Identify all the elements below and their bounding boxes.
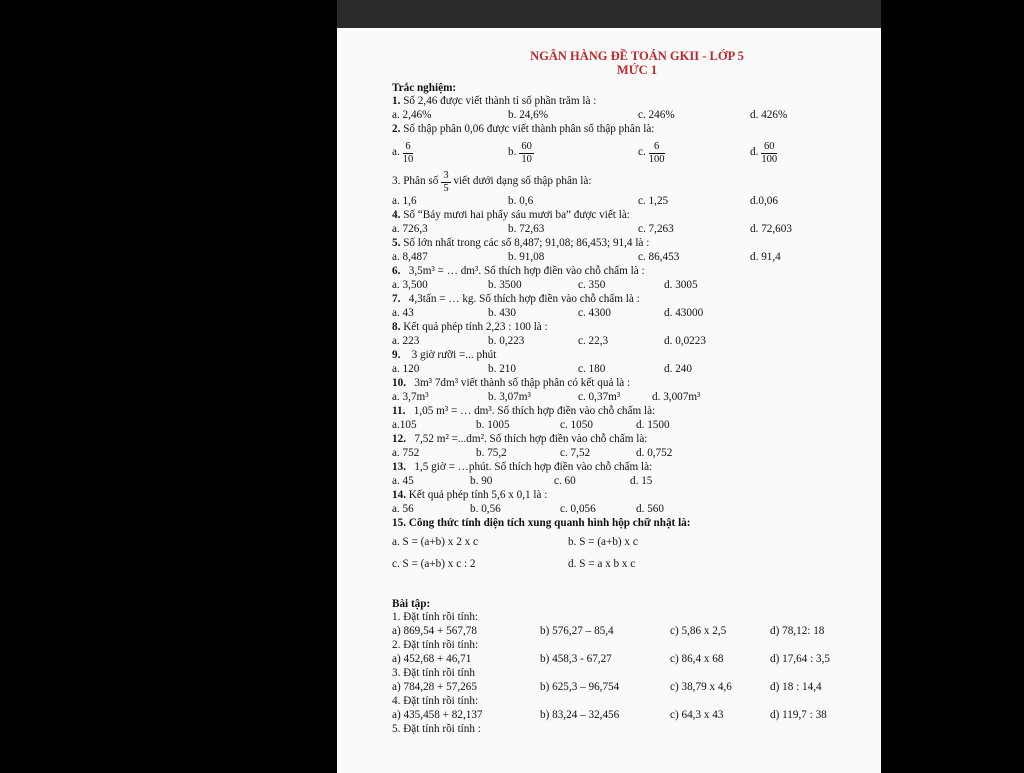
question-text: Số “Bảy mươi hai phẩy sáu mươi ba” được viết là:	[403, 209, 630, 221]
option-d: d. S = a x b x c	[568, 558, 636, 571]
option-c: c. 60	[554, 475, 576, 487]
option-c: c. 7,52	[560, 447, 591, 459]
exercise-3-heading: 3. Đặt tính rồi tính	[392, 667, 475, 679]
option-d: d. 3,007m³	[652, 391, 701, 403]
exercise-item-a: a) 869,54 + 567,78	[392, 625, 477, 637]
exercise-4-heading: 4. Đặt tính rồi tính:	[392, 695, 479, 707]
option-b	[508, 141, 638, 164]
question-number: 9.	[392, 349, 401, 361]
exercise-4-items	[392, 710, 862, 724]
exercise-1-heading: 1. Đặt tính rồi tính:	[392, 611, 479, 623]
numerator: 3	[443, 170, 449, 182]
question-1	[392, 96, 862, 110]
question-12	[392, 434, 862, 448]
option-b: b. 75,2	[476, 447, 507, 459]
denominator: 100	[648, 153, 665, 165]
option-c	[638, 141, 750, 164]
option-c: c. S = (a+b) x c : 2	[392, 558, 476, 571]
option-a: a. 56	[392, 503, 414, 515]
exercise-item-a: a) 435,458 + 82,137	[392, 709, 483, 721]
option-d: d.0,06	[750, 195, 778, 207]
option-d: d. 3005	[664, 279, 698, 291]
option-a: a. 43	[392, 307, 414, 319]
question-number: 13.	[392, 461, 406, 473]
question-15	[392, 518, 862, 532]
option-d: d. 560	[636, 503, 664, 515]
exercise-item-b: b) 458,3 - 67,27	[540, 653, 612, 665]
option-d: d. 426%	[750, 109, 788, 121]
option-c: c. 4300	[578, 307, 611, 319]
option-d: d. 1500	[636, 419, 670, 431]
fraction	[519, 141, 534, 164]
question-number: 10.	[392, 377, 406, 389]
option-c: c. 350	[578, 279, 606, 291]
option-b: b. 430	[488, 307, 516, 319]
exercise-2-heading: 2. Đặt tính rồi tính:	[392, 639, 479, 651]
title-line-1: NGÂN HÀNG ĐỀ TOÁN GKII - LỚP 5	[530, 49, 744, 63]
question-2-options	[392, 138, 862, 168]
option-d: d. 72,603	[750, 223, 792, 235]
question-number: 14.	[392, 489, 406, 501]
question-5	[392, 238, 862, 252]
exercise-item-b: b) 625,3 – 96,754	[540, 681, 620, 693]
option-b: b. 3,07m³	[488, 391, 531, 403]
question-8-options	[392, 336, 862, 350]
option-a: a. 726,3	[392, 223, 428, 235]
option-d: d. 0,752	[636, 447, 673, 459]
question-4-options	[392, 224, 862, 238]
fraction	[403, 141, 414, 164]
exercise-item-d: d) 18 : 14,4	[770, 681, 822, 693]
document-body	[392, 50, 862, 738]
question-text: Kết quả phép tính 2,23 : 100 là :	[403, 321, 548, 333]
denominator: 5	[443, 182, 449, 194]
option-letter: a.	[392, 146, 400, 159]
question-2	[392, 124, 862, 138]
question-number: 11.	[392, 405, 406, 417]
section-heading-exercises: Bài tập:	[392, 598, 431, 610]
question-text: 3,5m³ = … dm³. Số thích hợp điền vào chỗ chấm là :	[408, 265, 645, 277]
question-11-options	[392, 420, 862, 434]
option-b: b. 24,6%	[508, 109, 549, 121]
numerator: 60	[761, 141, 777, 153]
question-text: Công thức tính diện tích xung quanh hình hộp chữ nhật là:	[408, 517, 691, 529]
exercise-item-a: a) 452,68 + 46,71	[392, 653, 472, 665]
option-c: c. 180	[578, 363, 606, 375]
option-a: a. 45	[392, 475, 414, 487]
question-10-options	[392, 392, 862, 406]
fraction	[761, 141, 777, 164]
option-b: b. 91,08	[508, 251, 545, 263]
option-letter: c.	[638, 146, 646, 159]
question-12-options	[392, 448, 862, 462]
option-d	[750, 141, 860, 164]
option-letter: b.	[508, 146, 517, 159]
option-d: d. 0,0223	[664, 335, 706, 347]
question-3-options	[392, 196, 862, 210]
option-c: c. 246%	[638, 109, 675, 121]
exercise-item-a: a) 784,28 + 57,265	[392, 681, 477, 693]
question-number: 1.	[392, 95, 401, 107]
section-heading-multiple-choice: Trắc nghiệm:	[392, 82, 457, 94]
question-11	[392, 406, 862, 420]
option-c: c. 22,3	[578, 335, 609, 347]
question-7	[392, 294, 862, 308]
question-text-post: viết dưới dạng số thập phân là:	[453, 175, 592, 188]
option-d: d. 91,4	[750, 251, 781, 263]
option-b: b. 1005	[476, 419, 510, 431]
option-c: c. 7,263	[638, 223, 674, 235]
denominator: 100	[761, 153, 778, 165]
exercise-item-d: d) 78,12: 18	[770, 625, 825, 637]
question-number: 8.	[392, 321, 401, 333]
option-b: b. 3500	[488, 279, 522, 291]
option-b: b. 0,223	[488, 335, 525, 347]
question-8	[392, 322, 862, 336]
question-text-pre: Phân số	[403, 175, 439, 188]
exercise-item-c: c) 5,86 x 2,5	[670, 625, 727, 637]
exercise-2-items	[392, 654, 862, 668]
question-text: 3m³ 7dm³ viết thành số thập phân có kết quả là :	[414, 377, 631, 389]
question-15-options-row-1	[392, 532, 862, 554]
option-d: d. 43000	[664, 307, 704, 319]
option-a: a.105	[392, 419, 417, 431]
option-a: a. 752	[392, 447, 420, 459]
option-a: a. 8,487	[392, 251, 428, 263]
question-5-options	[392, 252, 862, 266]
document-page	[337, 28, 881, 773]
question-text: 3 giờ rưỡi =... phút	[411, 349, 497, 361]
question-number: 4.	[392, 209, 401, 221]
question-number: 5.	[392, 237, 401, 249]
exercise-item-c: c) 38,79 x 4,6	[670, 681, 732, 693]
option-letter: d.	[750, 146, 759, 159]
option-c: c. 0,056	[560, 503, 596, 515]
question-text: 1,05 m³ = … dm³. Số thích hợp điền vào chỗ chấm là:	[413, 405, 656, 417]
question-14-options	[392, 504, 862, 518]
document-title	[412, 50, 862, 78]
question-text: 7,52 m² =...dm². Số thích hợp điền vào chỗ chấm là:	[414, 433, 648, 445]
option-c: c. 86,453	[638, 251, 680, 263]
option-b: b. 90	[470, 475, 493, 487]
exercise-item-b: b) 576,27 – 85,4	[540, 625, 614, 637]
denominator: 10	[521, 153, 532, 165]
option-a	[392, 141, 508, 164]
question-text: Số lớn nhất trong các số 8,487; 91,08; 86,453; 91,4 là :	[403, 237, 650, 249]
option-a: a. 1,6	[392, 195, 417, 207]
question-13	[392, 462, 862, 476]
option-a: a. S = (a+b) x 2 x c	[392, 536, 478, 549]
option-b: b. 0,56	[470, 503, 501, 515]
question-7-options	[392, 308, 862, 322]
option-c: c. 0,37m³	[578, 391, 621, 403]
numerator: 60	[521, 141, 532, 153]
option-c: c. 1050	[560, 419, 593, 431]
question-text: 1,5 giờ = …phút. Số thích hợp điền vào chỗ chấm là:	[414, 461, 653, 473]
option-c: c. 1,25	[638, 195, 669, 207]
question-text: 4,3tấn = … kg. Số thích hợp điền vào chỗ chấm là :	[408, 293, 640, 305]
option-b: b. 210	[488, 363, 516, 375]
question-6	[392, 266, 862, 280]
question-4	[392, 210, 862, 224]
fraction	[649, 141, 665, 164]
option-a: a. 3,7m³	[392, 391, 429, 403]
option-a: a. 2,46%	[392, 109, 432, 121]
question-number: 7.	[392, 293, 401, 305]
exercise-1-items	[392, 626, 862, 640]
question-13-options	[392, 476, 862, 490]
denominator: 10	[402, 153, 414, 165]
option-b: b. S = (a+b) x c	[568, 536, 638, 549]
question-9-options	[392, 364, 862, 378]
question-1-options	[392, 110, 862, 124]
option-d: d. 15	[630, 475, 653, 487]
option-a: a. 120	[392, 363, 420, 375]
question-number: 6.	[392, 265, 401, 277]
exercise-item-d: d) 119,7 : 38	[770, 709, 827, 721]
question-number: 2.	[392, 123, 401, 135]
option-a: a. 3,500	[392, 279, 428, 291]
exercise-5-heading: 5. Đặt tính rồi tính :	[392, 723, 481, 735]
question-text: Kết quả phép tính 5,6 x 0,1 là :	[408, 489, 548, 501]
title-line-2: MỨC 1	[616, 63, 658, 77]
question-14	[392, 490, 862, 504]
exercise-item-d: d) 17,64 : 3,5	[770, 653, 830, 665]
fraction	[441, 170, 450, 193]
question-10	[392, 378, 862, 392]
exercise-item-c: c) 64,3 x 43	[670, 709, 724, 721]
exercise-3-items	[392, 682, 862, 696]
question-text: Số thập phân 0,06 được viết thành phân số thập phân là:	[403, 123, 655, 135]
window-top-bar	[337, 0, 881, 28]
exercise-item-c: c) 86,4 x 68	[670, 653, 724, 665]
question-9	[392, 350, 862, 364]
option-d: d. 240	[664, 363, 692, 375]
question-number: 15.	[392, 517, 406, 529]
question-6-options	[392, 280, 862, 294]
option-a: a. 223	[392, 335, 420, 347]
numerator: 6	[403, 141, 414, 153]
question-number: 3.	[392, 175, 401, 188]
exercise-item-b: b) 83,24 – 32,456	[540, 709, 620, 721]
option-b: b. 0,6	[508, 195, 534, 207]
question-number: 12.	[392, 433, 406, 445]
question-text: Số 2,46 được viết thành tỉ số phần trăm là :	[403, 95, 597, 107]
option-b: b. 72,63	[508, 223, 545, 235]
question-15-options-row-2	[392, 554, 862, 576]
numerator: 6	[649, 141, 665, 153]
question-3	[392, 168, 862, 196]
